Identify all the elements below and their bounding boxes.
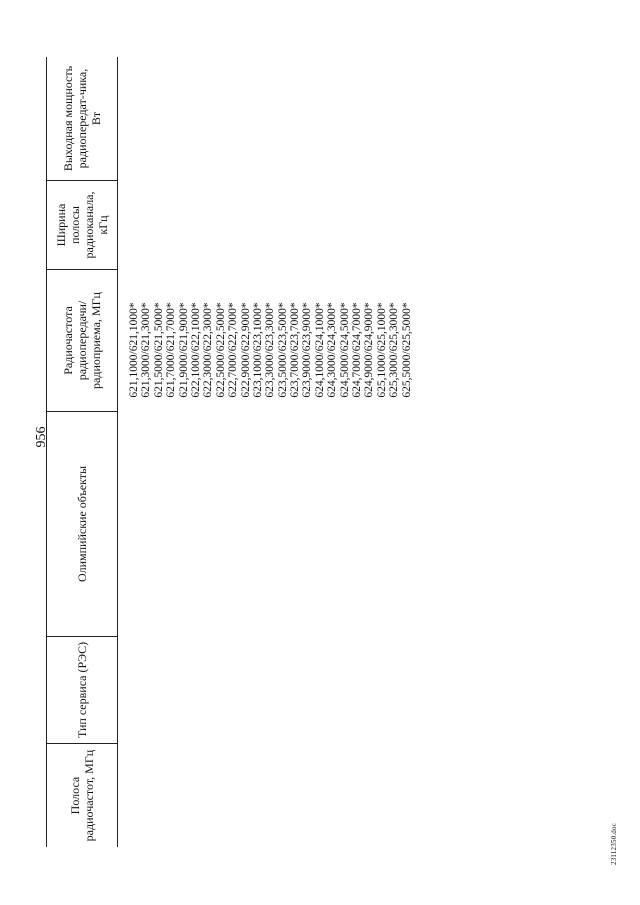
frequency-item: 625,1000/625,1000*: [375, 302, 388, 398]
frequency-item: 623,1000/623,1000*: [251, 302, 264, 398]
frequency-item: 623,7000/623,7000*: [289, 302, 302, 398]
header-frequency-band: Полоса радиочастот, МГц: [47, 744, 118, 847]
table-header-row: [47, 57, 118, 847]
frequency-item: 622,7000/622,7000*: [227, 302, 240, 398]
cell-olympic-objects: [118, 412, 413, 637]
table-row: [118, 57, 413, 847]
frequency-item: 622,3000/622,3000*: [202, 302, 215, 398]
frequency-item: 621,5000/621,5000*: [152, 302, 165, 398]
frequency-item: 623,9000/623,9000*: [301, 302, 314, 398]
frequency-item: 623,3000/623,3000*: [264, 302, 277, 398]
cell-output-power: [118, 57, 413, 181]
frequency-item: 625,5000/625,5000*: [400, 302, 413, 398]
frequency-item: 621,3000/621,3000*: [140, 302, 153, 398]
frequency-item: 624,5000/624,5000*: [338, 302, 351, 398]
cell-frequencies: [118, 269, 413, 411]
frequency-item: 621,1000/621,1000*: [128, 302, 140, 398]
frequency-item: 621,9000/621,9000*: [177, 302, 190, 398]
cell-service-type: [118, 636, 413, 743]
frequency-item: 624,1000/624,1000*: [313, 302, 326, 398]
header-service-type: Тип сервиса (РЭС): [47, 636, 118, 743]
header-olympic-objects: Олимпийские объекты: [47, 412, 118, 637]
frequency-item: 623,5000/623,5000*: [276, 302, 289, 398]
frequency-item: 622,5000/622,5000*: [214, 302, 227, 398]
page-number: 956: [34, 426, 49, 448]
frequency-item: 622,9000/622,9000*: [239, 302, 252, 398]
frequency-item: 622,1000/622,1000*: [189, 302, 202, 398]
cell-channel-bandwidth: [118, 181, 413, 270]
frequency-item: 621,7000/621,7000*: [165, 302, 178, 398]
header-tx-rx-frequency: Радиочастота радиопередачи/ радиоприема, МГц: [47, 269, 118, 411]
header-output-power: Выходная мощность радиопередат-чика, Вт: [47, 57, 118, 181]
frequency-item: 624,9000/624,9000*: [363, 302, 376, 398]
header-channel-bandwidth: Ширина полосы радиоканала, кГц: [47, 181, 118, 270]
frequency-list: [128, 273, 413, 407]
cell-frequency-band: [118, 744, 413, 847]
document-code: 23112350.doc: [610, 823, 618, 865]
frequency-item: 624,7000/624,7000*: [351, 302, 364, 398]
frequency-item: 624,3000/624,3000*: [326, 302, 339, 398]
frequency-table: [46, 57, 413, 847]
frequency-item: 625,3000/625,3000*: [388, 302, 401, 398]
